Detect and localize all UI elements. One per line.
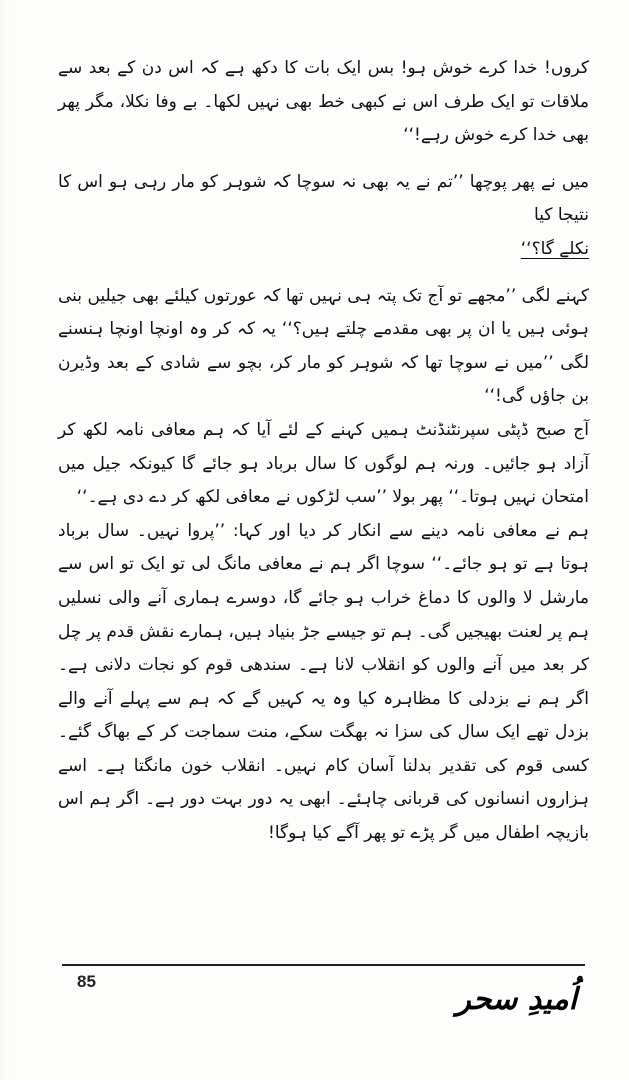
- body-text: [58, 52, 589, 851]
- paragraph: کہنے لگی ’’مجھے تو آج تک پتہ ہی نہیں تھا کہ عورتوں کیلئے بھی جیلیں بنی ہوئی ہیں یا ان پر بھی مقدمے چلتے ہیں؟‘‘ یہ کہ کر وہ اونچا اونچا ہنسنے لگی ’’میں نے سوچا تھا کہ شوہر کو مار کر، بچو سے شادی کے بعد وڈیرن بن جاؤں گی!‘‘: [58, 285, 589, 407]
- paragraph: کروں! خدا کرے خوش ہو! بس ایک بات کا دکھ ہے کہ اس دن کے بعد سے ملاقات تو ایک طرف اس نے کبھی خط بھی نہیں لکھا۔ بے وفا نکلا، مگر پھر بھی خدا کرے خوش رہے!‘‘: [58, 58, 589, 146]
- paragraph: نکلے گا؟‘‘: [520, 238, 589, 259]
- page-number: 85: [77, 972, 96, 991]
- footer-divider: [62, 964, 585, 966]
- book-title: اُمیدِ سحر: [456, 982, 577, 1017]
- paragraph: ہم نے معافی نامہ دینے سے انکار کر دیا اور کہا: ’’پروا نہیں۔ سال برباد ہوتا ہے تو ہو جائے۔‘‘ سوچا اگر ہم نے معافی مانگ لی تو ایک تو اس سے مارشل لا والوں کا دماغ خراب ہو جائے گا، دوسرے ہماری آنے والی نسلیں ہم پر لعنت بھیجیں گی۔ ہم تو جیسے جڑ بنیاد ہیں، ہمارے نقش قدم پر چل کر بعد میں آنے والوں کو انقلاب لانا ہے۔ سندھی قوم کو نجات دلانی ہے۔ اگر ہم نے بزدلی کا مظاہرہ کیا وہ یہ کہیں گے کہ ہم سے پہلے آنے والے بزدل تھے ایک سال کی سزا نہ بھگت سکے، منت سماجت کر کے بھاگ گئے۔ کسی قوم کی تقدیر بدلنا آسان کام نہیں۔ انقلاب خون مانگتا ہے۔ اسے ہزاروں انسانوں کی قربانی چاہئے۔ ابھی یہ دور بہت دور ہے۔ اگر ہم اس بازیچہ اطفال میں گر پڑے تو پھر آگے کیا ہوگا!: [58, 520, 589, 844]
- paragraph: میں نے پھر پوچھا ’’تم نے یہ بھی نہ سوچا کہ شوہر کو مار رہی ہو اس کا نتیجا کیا: [58, 171, 589, 226]
- paragraph: آج صبح ڈپٹی سپرنٹنڈنٹ ہمیں کہنے کے لئے آیا کہ ہم معافی نامہ لکھ کر آزاد ہو جائیں۔ ورنہ ہم لوگوں کا سال برباد ہو جائے گا کیونکہ جیل میں امتحان نہیں ہوتا۔‘‘ پھر بولا ’’سب لڑکوں نے معافی لکھ کر دے دی ہے۔‘‘: [58, 419, 589, 508]
